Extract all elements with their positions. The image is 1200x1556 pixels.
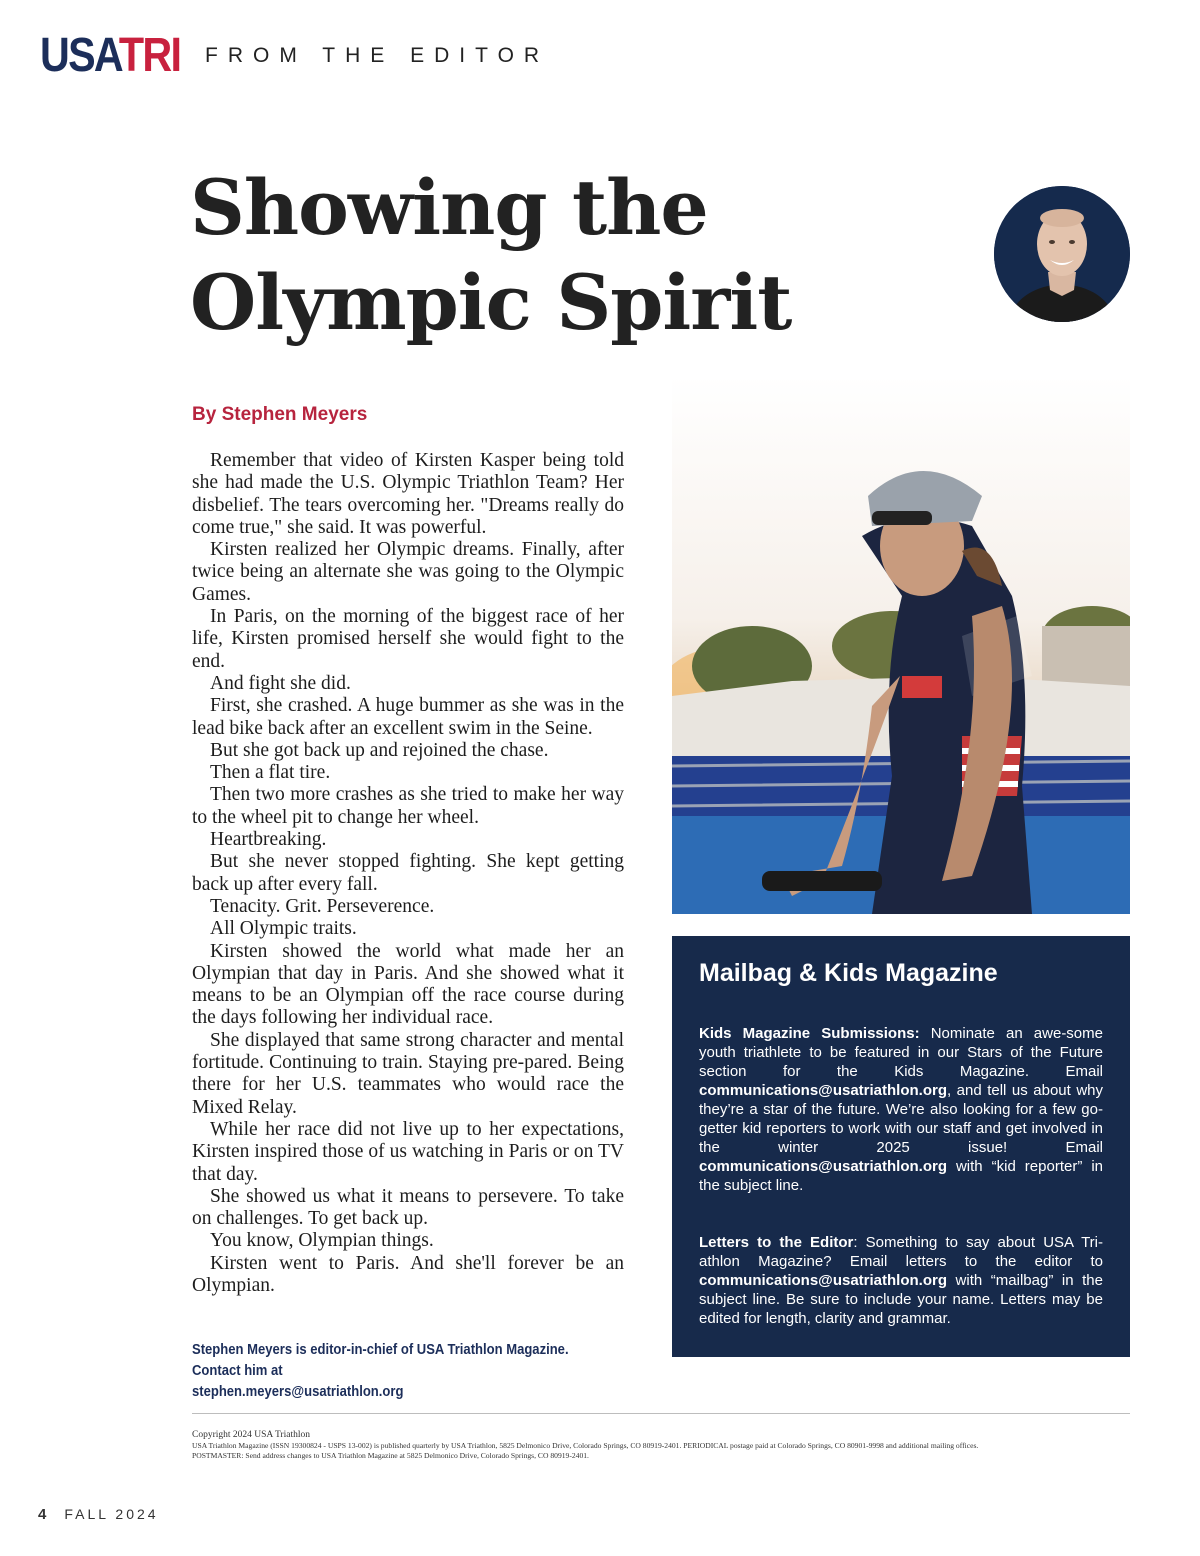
letters-text-1: : Something to say about USA Tri-athlon Magazine? Email letters to the editor to — [699, 1234, 1103, 1270]
paragraph: Kirsten went to Paris. And she'll forever be an Olympian. — [192, 1252, 624, 1296]
paragraph: Then two more crashes as she tried to make her way to the wheel pit to change her wheel. — [192, 784, 624, 828]
paragraph: You know, Olympian things. — [210, 1230, 434, 1252]
masthead — [40, 29, 203, 82]
paragraph: But she never stopped fighting. She kept getting back up after every fall. — [192, 851, 624, 895]
section-label: FROM THE EDITOR — [205, 44, 550, 67]
paragraph: She displayed that same strong character and mental fortitude. Continuing to train. Staying pre-pared. Being there for her U.S. teammates who would race the Mixed Relay. — [192, 1029, 624, 1118]
footer-divider — [192, 1413, 1130, 1414]
paragraph: Remember that video of Kirsten Kasper being told she had made the U.S. Olympic Triathlon Team? Her disbelief. The tears overcoming her. "Dreams really do come true," she said. It was powerful. — [192, 450, 624, 538]
athlete-photo — [672, 376, 1130, 914]
kids-label: Kids Magazine Submissions: — [699, 1025, 920, 1042]
letters-email[interactable]: communications@usatriathlon.org — [699, 1272, 947, 1289]
paragraph: First, she crashed. A huge bummer as she was in the lead bike back after an excellent swim in the Seine. — [192, 695, 624, 739]
author-bio-text: Stephen Meyers is editor-in-chief of USA Triathlon Magazine. Contact him at — [192, 1342, 569, 1379]
mailbag-sidebar — [672, 936, 1130, 1357]
author-email-link[interactable]: stephen.meyers@usatriathlon.org — [192, 1384, 404, 1400]
kids-email-2[interactable]: communications@usatriathlon.org — [699, 1158, 947, 1175]
letters-label: Letters to the Editor — [699, 1234, 854, 1251]
logo-tri: TRI — [118, 29, 181, 82]
kids-email-1[interactable]: communications@usatriathlon.org — [699, 1082, 947, 1099]
publication-statement: USA Triathlon Magazine (ISSN 19300824 - USPS 13-002) is published quarterly by USA Triathlon, 5825 Delmonico Drive, Colorado Springs, CO 80919-2401. PERIODICAL postage paid at Colorado Springs, CO 80901-9998 and additional mailing offices. — [192, 1441, 979, 1450]
kids-magazine-submissions — [699, 1024, 1103, 1195]
postmaster-notice: POSTMASTER: Send address changes to USA Triathlon Magazine at 5825 Delmonico Drive, Colorado Springs, CO 80919-2401. — [192, 1450, 589, 1460]
byline: By Stephen Meyers — [192, 404, 368, 425]
paragraph: All Olympic traits. — [210, 918, 357, 940]
article-body — [192, 450, 624, 1297]
copyright: Copyright 2024 USA Triathlon — [192, 1430, 310, 1440]
kids-text-2: , and tell us about why they’re a star of the future. We’re also looking for a few go-getter kid reporters to work with our staff and get involved in the winter 2025 issue! Email — [699, 1082, 1103, 1156]
paragraph: Then a flat tire. — [210, 762, 331, 784]
kids-text-3: with “kid reporter” in the subject line. — [699, 1158, 1103, 1194]
paragraph: But she got back up and rejoined the chase. — [210, 739, 549, 761]
legal-notice — [192, 1430, 1130, 1461]
logo-usa: USA — [40, 29, 119, 82]
paragraph: While her race did not live up to her expectations, Kirsten inspired those of us watching in Paris or on TV that day. — [192, 1118, 624, 1185]
paragraph: And fight she did. — [210, 672, 351, 694]
author-bio — [192, 1340, 615, 1403]
headline-line-1: Showing the — [190, 163, 708, 252]
paragraph: Heartbreaking. — [210, 829, 327, 851]
paragraph: Tenacity. Grit. Perseverence. — [210, 895, 435, 917]
headline-line-2: Olympic Spirit — [190, 258, 792, 347]
kids-text-1: Nominate an awe-some youth triathlete to be featured in our Stars of the Future section for the Kids Magazine. Email — [699, 1025, 1103, 1080]
paragraph: Kirsten showed the world what made her an Olympian that day in Paris. And she showed what it means to be an Olympian off the race course during the days following her individual race. — [192, 940, 624, 1029]
paragraph: In Paris, on the morning of the biggest race of her life, Kirsten promised herself she would fight to the end. — [192, 606, 624, 672]
sidebar-title: Mailbag & Kids Magazine — [699, 959, 998, 987]
paragraph: She showed us what it means to persevere. To take on challenges. To get back up. — [192, 1185, 624, 1230]
headline — [190, 160, 890, 350]
letters-to-editor — [699, 1233, 1103, 1328]
cyclist-photo-illustration — [672, 376, 1130, 914]
issue-label: FALL 2024 — [64, 1506, 159, 1522]
page-folio — [38, 1506, 159, 1523]
editor-avatar — [994, 186, 1130, 322]
letters-text-2: with “mailbag” in the subject line. Be sure to include your name. Letters may be edited for length, clarity and grammar. — [699, 1272, 1103, 1327]
editor-portrait-image — [994, 186, 1130, 322]
page-number: 4 — [38, 1506, 47, 1523]
usatri-logo — [40, 29, 181, 82]
paragraph: Kirsten realized her Olympic dreams. Finally, after twice being an alternate she was going to the Olympic Games. — [192, 539, 624, 605]
